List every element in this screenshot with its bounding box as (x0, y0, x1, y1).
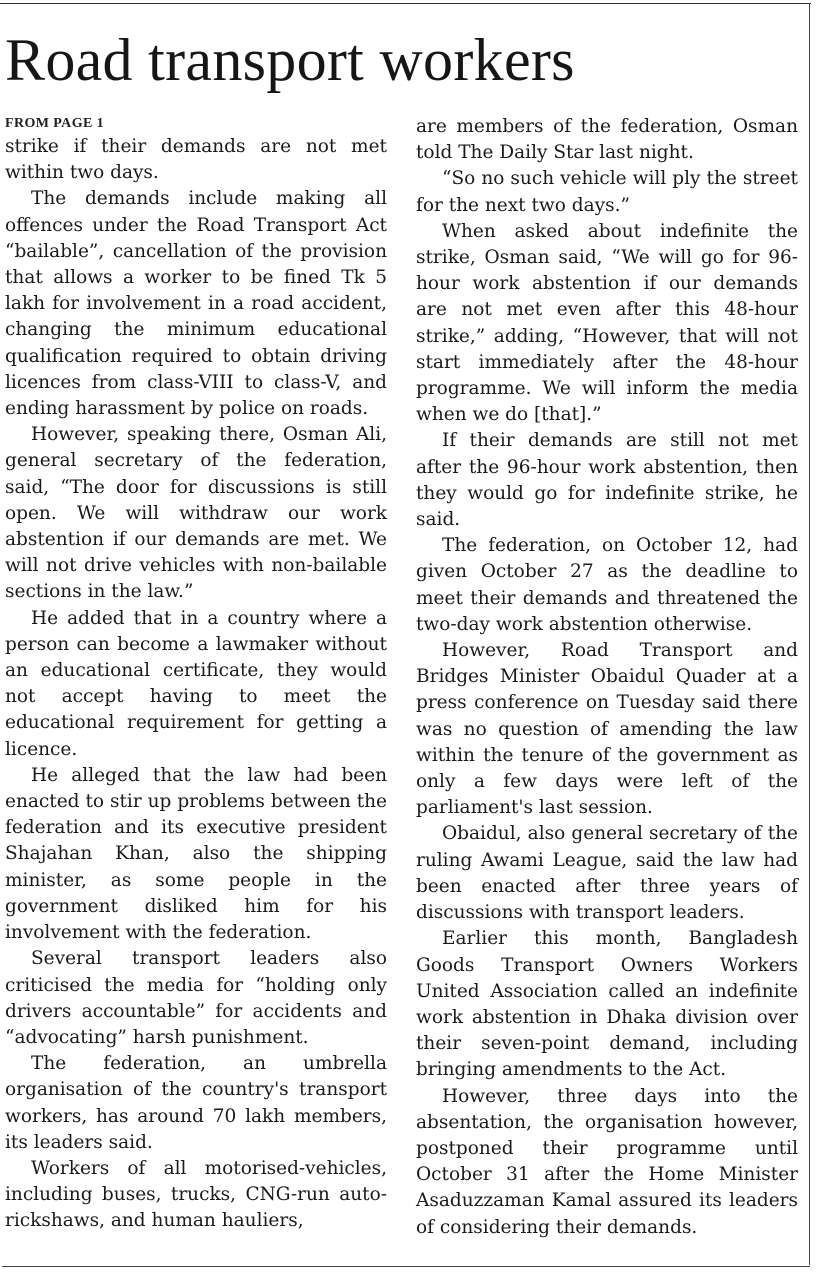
paragraph: However, Road Transport and Bridges Minister Obaidul Quader at a press conference on Tuesday said there was no question of amending the law within the tenure of the government as only a few days were left of the parliament's last session. (416, 640, 798, 819)
paragraph: However, three days into the absentation, the organisation however, postponed their programme until October 31 after the Home Minister Asaduzzaman Kamal assured its leaders of considering their demands. (416, 1085, 798, 1238)
paragraph: The federation, on October 12, had given October 27 as the deadline to meet their demands and threatened the two-day work abstention otherwise. (416, 535, 798, 635)
paragraph: Obaidul, also general secretary of the ruling Awami League, said the law had been enacted after three years of discussions with transport leaders. (416, 823, 798, 924)
headline: Road transport workers (5, 27, 575, 93)
bottom-rule (2, 1266, 810, 1267)
paragraph: are members of the federation, Osman told The Daily Star last night. (416, 116, 798, 164)
paragraph: Workers of all motorised-vehicles, including buses, trucks, CNG-run auto-rickshaws, and human hauliers, (5, 1157, 387, 1232)
paragraph: He alleged that the law had been enacted to stir up problems between the federation and its executive president Shajahan Khan, also the shipping minister, as some people in the government disliked him for his involvement with the federation. (5, 764, 387, 944)
paragraph: “So no such vehicle will ply the street for the next two days.” (416, 168, 798, 216)
paragraph: However, speaking there, Osman Ali, general secretary of the federation, said, “The door for discussions is still open. We will withdraw our work abstention if our demands are met. We will not drive vehicles with non-bailable sections in the law.” (5, 424, 387, 603)
paragraph: The demands include making all offences under the Road Transport Act “bailable”, cancellation of the provision that allows a worker to be fined Tk 5 lakh for involvement in a road accident, changing the minimum educational qualification required to obtain driving licences from class-VIII to class-V, and ending harassment by police on roads. (5, 188, 387, 420)
paragraph: Several transport leaders also criticised the media for “holding only drivers accountable” for accidents and “advocating” harsh punishment. (5, 948, 387, 1048)
paragraph: If their demands are still not met after the 96-hour work abstention, then they would go for indefinite strike, he said. (416, 430, 798, 531)
left-column (5, 114, 387, 1235)
right-rule (809, 3, 810, 1265)
paragraph: The federation, an umbrella organisation of the country's transport workers, has around 70 lakh members, its leaders said. (5, 1053, 387, 1153)
kicker-from-page: FROM PAGE 1 (5, 116, 105, 131)
top-rule (0, 3, 811, 4)
paragraph: When asked about indefinite the strike, Osman said, “We will go for 96-hour work abstention if our demands are not met even after this 48-hour strike,” adding, “However, that will not start immediately after the 48-hour programme. We will inform the media when we do [that].” (416, 220, 798, 426)
right-column (416, 114, 798, 1241)
paragraph: strike if their demands are not met within two days. (5, 136, 387, 184)
paragraph: He added that in a country where a person can become a lawmaker without an educational certificate, they would not accept having to meet the educational requirement for getting a licence. (5, 607, 387, 760)
paragraph: Earlier this month, Bangladesh Goods Transport Owners Workers United Association called an indefinite work abstention in Dhaka division over their seven-point demand, including bringing amendments to the Act. (416, 928, 798, 1081)
